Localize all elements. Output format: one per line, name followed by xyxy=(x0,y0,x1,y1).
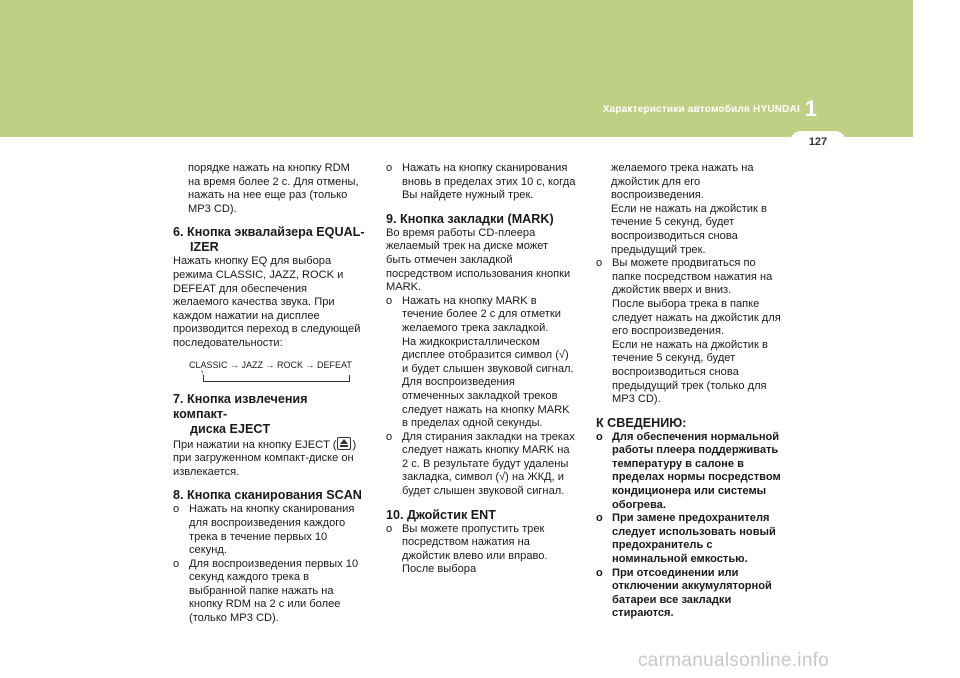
header-band xyxy=(0,0,913,137)
mode-sequence-text: CLASSIC → JAZZ → ROCK → DEFEAT xyxy=(189,359,352,370)
column-2 xyxy=(386,162,576,577)
notice-item: o Для обеспечения нормальной работы плеера поддерживать температуру в салоне в пределах нормы посредством кондиционера или системы обогрева. xyxy=(596,430,781,511)
list-item: o Для стирания закладки на треках следует нажать кнопку MARK на 2 с. В результате будут удалены закладка, символ (√) на ЖКД, и будет слышен звуковой сигнал. xyxy=(386,430,575,498)
list-item: o Нажать на кнопку сканирования вновь в пределах этих 10 с, когда Вы найдете нужный трек. xyxy=(386,162,576,202)
sequence-loop-line xyxy=(203,375,350,382)
list-item: o Для воспроизведения первых 10 секунд каждого трека в выбранной папке нажать на кнопку RDM на 2 с или более (только MP3 CD). xyxy=(173,557,359,625)
section-8-title: 8. Кнопка сканирования SCAN xyxy=(173,488,362,503)
list-item: o Вы можете продвигаться по папке посредством нажатия на джойстик вверх и вниз. После выбора трека в папке следует нажать на джойстик для его воспроизведения. Если не нажать на джойстик в течение 5 секунд, будет воспроизводиться снова предыдущий трек (только для MP3 CD). xyxy=(596,257,781,406)
mode-sequence xyxy=(189,359,365,383)
section-7-text: При нажатии на кнопку EJECT ( ) при загруженном компакт-диске он извлекается. xyxy=(173,438,357,478)
section-9-title: 9. Кнопка закладки (MARK) xyxy=(386,211,554,226)
list-item: o Вы можете пропустить трек посредством нажатия на джойстик влево или вправо. После выбора xyxy=(386,522,548,576)
section-6-text: Нажать кнопку EQ для выбора режима CLASSIC, JAZZ, ROCK и DEFEAT для обеспечения желаемого качества звука. При каждом нажатии на дисплее производится переход в следующей последовательности: xyxy=(173,255,361,349)
notice-title: К СВЕДЕНИЮ: xyxy=(596,415,687,430)
chapter-number: 1 xyxy=(804,96,818,121)
page-number: 127 xyxy=(790,131,846,153)
section-9-text: Во время работы CD-плеера желаемый трек на диске может быть отмечен закладкой посредством использования кнопки MARK. xyxy=(386,226,571,294)
eject-icon xyxy=(337,437,351,450)
list-item: o Нажать на кнопку сканирования для воспроизведения каждого трека в течение первых 10 секунд. xyxy=(173,503,355,557)
section-7-title: 7. Кнопка извлечения компакт- диска EJECT xyxy=(173,391,308,436)
list-item: o Нажать на кнопку MARK в течение более 2 с для отметки желаемого трека закладкой. На жидкокристаллическом дисплее отобразится символ (√) и будет слышен звуковой сигнал. Для воспроизведения отмеченных закладкой треков следует нажать на кнопку MARK в пределах одной секунды. xyxy=(386,294,574,430)
notice-item: o При замене предохранителя следует использовать новый предохранитель с номинальной емкостью. xyxy=(596,512,776,566)
arrow-up-icon: ↑ xyxy=(200,367,204,377)
column-1 xyxy=(173,162,365,626)
section-6-title: 6. Кнопка эквалайзера EQUAL- IZER xyxy=(173,225,365,255)
continued-text: желаемого трека нажать на джойстик для его воспроизведения. xyxy=(611,162,754,202)
intro-text: порядке нажать на кнопку RDM на время более 2 с. Для отмены, нажать на нее еще раз (только MP3 CD). xyxy=(188,162,359,215)
header-title: Характеристики автомобиля HYUNDAI xyxy=(602,104,800,115)
column-3 xyxy=(596,162,788,621)
notice-item: o При отсоединении или отключении аккумуляторной батареи все закладки стираются. xyxy=(596,566,772,620)
watermark: carmanualsonline.info xyxy=(638,650,830,671)
continued-text: Если не нажать на джойстик в течение 5 секунд, будет воспроизводиться снова предыдущий трек. xyxy=(611,202,767,256)
section-10-title: 10. Джойстик ENT xyxy=(386,507,496,522)
